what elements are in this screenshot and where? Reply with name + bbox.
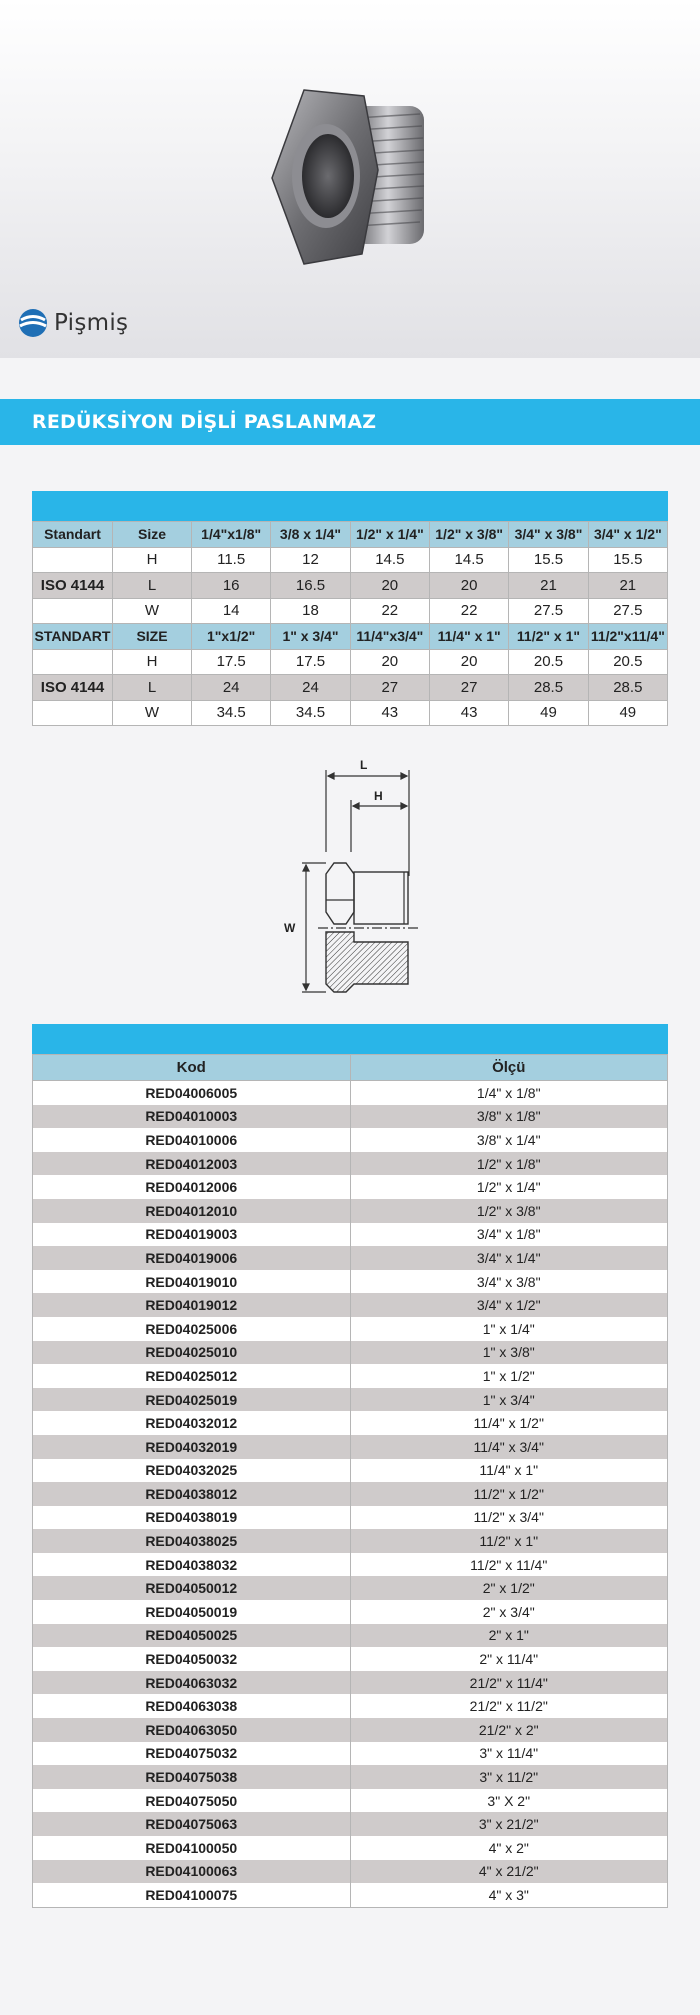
product-code: RED04032012 [33, 1411, 351, 1435]
product-size: 11/4" x 1" [350, 1459, 668, 1483]
product-size: 11/4" x 3/4" [350, 1435, 668, 1459]
dimension-label: W [113, 598, 192, 624]
product-code: RED04012003 [33, 1152, 351, 1176]
product-code: RED04025006 [33, 1317, 351, 1341]
empty-cell [33, 598, 113, 624]
product-code: RED04075038 [33, 1765, 351, 1789]
value-cell: 16.5 [271, 573, 350, 599]
header-cell: 1" x 3/4" [271, 624, 350, 650]
product-size: 11/2" x 1" [350, 1529, 668, 1553]
product-code: RED04100050 [33, 1836, 351, 1860]
value-cell: 16 [192, 573, 271, 599]
product-code: RED04050012 [33, 1576, 351, 1600]
product-size: 2" x 3/4" [350, 1600, 668, 1624]
codes-table-band [32, 1024, 668, 1054]
product-size: 11/2" x 11/4" [350, 1553, 668, 1577]
product-code: RED04063032 [33, 1671, 351, 1695]
product-code: RED04032019 [33, 1435, 351, 1459]
product-size: 1/4" x 1/8" [350, 1081, 668, 1105]
header-cell: Size [113, 522, 192, 548]
header-cell: SIZE [113, 624, 192, 650]
table-row [33, 1223, 668, 1247]
product-code: RED04006005 [33, 1081, 351, 1105]
value-cell: 20.5 [509, 649, 588, 675]
codes-table-body [33, 1081, 668, 1908]
value-cell: 24 [192, 675, 271, 701]
table-row [33, 1694, 668, 1718]
header-cell: Standart [33, 522, 113, 548]
table-row [33, 1175, 668, 1199]
table-row [33, 1388, 668, 1412]
table-row [33, 1718, 668, 1742]
value-cell: 20 [350, 573, 429, 599]
standard-cell: ISO 4144 [33, 675, 113, 701]
table-row [33, 1152, 668, 1176]
value-cell: 49 [509, 700, 588, 726]
product-code: RED04100075 [33, 1883, 351, 1907]
product-code: RED04025019 [33, 1388, 351, 1412]
value-cell: 12 [271, 547, 350, 573]
product-size: 21/2" x 2" [350, 1718, 668, 1742]
table-row [33, 1789, 668, 1813]
table-row [33, 1482, 668, 1506]
header-cell: 1/2" x 1/4" [350, 522, 429, 548]
standard-cell: ISO 4144 [33, 573, 113, 599]
value-cell: 14 [192, 598, 271, 624]
header-cell: 11/2" x 1" [509, 624, 588, 650]
value-cell: 22 [350, 598, 429, 624]
product-code: RED04063038 [33, 1694, 351, 1718]
header-cell: 11/4"x3/4" [350, 624, 429, 650]
table-row [33, 1576, 668, 1600]
product-title: REDÜKSİYON DİŞLİ PASLANMAZ [0, 399, 700, 445]
product-code: RED04038032 [33, 1553, 351, 1577]
table-row [33, 1765, 668, 1789]
product-size: 3/4" x 3/8" [350, 1270, 668, 1294]
hero-banner [0, 0, 700, 358]
product-code: RED04075063 [33, 1812, 351, 1836]
product-size: 2" x 1/2" [350, 1576, 668, 1600]
table-row [33, 1671, 668, 1695]
product-code: RED04010006 [33, 1128, 351, 1152]
product-size: 1" x 3/4" [350, 1388, 668, 1412]
product-size: 1" x 1/2" [350, 1364, 668, 1388]
value-cell: 17.5 [192, 649, 271, 675]
product-size: 3" x 11/2" [350, 1765, 668, 1789]
value-cell: 28.5 [509, 675, 588, 701]
product-code: RED04019003 [33, 1223, 351, 1247]
product-code: RED04075032 [33, 1742, 351, 1766]
product-code: RED04038012 [33, 1482, 351, 1506]
header-cell: 11/2"x11/4" [588, 624, 667, 650]
value-cell: 20.5 [588, 649, 667, 675]
value-cell: 20 [429, 573, 508, 599]
header-kod: Kod [33, 1055, 351, 1081]
product-code: RED04019012 [33, 1293, 351, 1317]
empty-cell [33, 547, 113, 573]
dimension-label: H [113, 649, 192, 675]
dimension-label: W [113, 700, 192, 726]
codes-header-row [33, 1055, 668, 1081]
product-size: 3/4" x 1/4" [350, 1246, 668, 1270]
label-l: L [360, 758, 368, 772]
table-row [33, 1553, 668, 1577]
value-cell: 24 [271, 675, 350, 701]
product-size: 3/4" x 1/8" [350, 1223, 668, 1247]
value-cell: 27 [350, 675, 429, 701]
product-code: RED04038019 [33, 1506, 351, 1530]
table-row [33, 1293, 668, 1317]
table-row [33, 1624, 668, 1648]
label-w: W [284, 921, 296, 935]
header-cell: STANDART [33, 624, 113, 650]
table-row [33, 1246, 668, 1270]
header-cell: 11/4" x 1" [429, 624, 508, 650]
value-cell: 43 [350, 700, 429, 726]
product-size: 1" x 3/8" [350, 1341, 668, 1365]
table-row [33, 1270, 668, 1294]
dimensions-header-row [33, 624, 668, 650]
table-row [33, 1647, 668, 1671]
product-size: 3/4" x 1/2" [350, 1293, 668, 1317]
table-row [33, 1529, 668, 1553]
header-cell: 1"x1/2" [192, 624, 271, 650]
dimensions-header-row [33, 522, 668, 548]
product-size: 3" X 2" [350, 1789, 668, 1813]
table-row [33, 1506, 668, 1530]
table-row [33, 598, 668, 624]
header-cell: 1/4"x1/8" [192, 522, 271, 548]
product-code: RED04012006 [33, 1175, 351, 1199]
product-size: 1/2" x 1/8" [350, 1152, 668, 1176]
brand-logo[interactable] [18, 308, 128, 338]
table-row [33, 1317, 668, 1341]
value-cell: 17.5 [271, 649, 350, 675]
table-row [33, 1199, 668, 1223]
product-code: RED04025012 [33, 1364, 351, 1388]
dimension-label: H [113, 547, 192, 573]
product-code: RED04050019 [33, 1600, 351, 1624]
table-row [33, 1341, 668, 1365]
value-cell: 49 [588, 700, 667, 726]
product-code: RED04050032 [33, 1647, 351, 1671]
product-code: RED04032025 [33, 1459, 351, 1483]
brand-name: Pişmiş [54, 310, 129, 336]
value-cell: 27 [429, 675, 508, 701]
table-row [33, 1364, 668, 1388]
product-size: 1" x 1/4" [350, 1317, 668, 1341]
product-size: 3/8" x 1/4" [350, 1128, 668, 1152]
dimensions-table [32, 521, 668, 726]
product-size: 4" x 21/2" [350, 1860, 668, 1884]
value-cell: 34.5 [192, 700, 271, 726]
header-olcu: Ölçü [350, 1055, 668, 1081]
product-code: RED04012010 [33, 1199, 351, 1223]
table-row [33, 1081, 668, 1105]
table-row [33, 1812, 668, 1836]
header-cell: 3/4" x 3/8" [509, 522, 588, 548]
value-cell: 22 [429, 598, 508, 624]
value-cell: 15.5 [509, 547, 588, 573]
product-code: RED04063050 [33, 1718, 351, 1742]
product-size: 11/4" x 1/2" [350, 1411, 668, 1435]
dimension-label: L [113, 675, 192, 701]
table-row [33, 700, 668, 726]
value-cell: 18 [271, 598, 350, 624]
product-size: 11/2" x 1/2" [350, 1482, 668, 1506]
product-code: RED04025010 [33, 1341, 351, 1365]
table-row [33, 1860, 668, 1884]
product-size: 2" x 11/4" [350, 1647, 668, 1671]
value-cell: 28.5 [588, 675, 667, 701]
product-size: 4" x 3" [350, 1883, 668, 1907]
value-cell: 20 [350, 649, 429, 675]
pismis-logo-icon [18, 308, 48, 338]
label-h: H [374, 789, 383, 803]
value-cell: 14.5 [350, 547, 429, 573]
table-row [33, 547, 668, 573]
product-size: 21/2" x 11/2" [350, 1694, 668, 1718]
value-cell: 34.5 [271, 700, 350, 726]
product-code: RED04100063 [33, 1860, 351, 1884]
table-row [33, 1600, 668, 1624]
header-cell: 3/8 x 1/4" [271, 522, 350, 548]
table-row [33, 573, 668, 599]
value-cell: 15.5 [588, 547, 667, 573]
product-size: 2" x 1" [350, 1624, 668, 1648]
product-size: 21/2" x 11/4" [350, 1671, 668, 1695]
dimension-label: L [113, 573, 192, 599]
product-size: 1/2" x 1/4" [350, 1175, 668, 1199]
table-row [33, 1105, 668, 1129]
table-row [33, 1836, 668, 1860]
value-cell: 20 [429, 649, 508, 675]
product-code: RED04038025 [33, 1529, 351, 1553]
dimensions-table-band [32, 491, 668, 521]
table-row [33, 1742, 668, 1766]
table-row [33, 1128, 668, 1152]
hex-reducer-bushing-photo [260, 78, 440, 278]
table-row [33, 1459, 668, 1483]
product-code: RED04010003 [33, 1105, 351, 1129]
empty-cell [33, 649, 113, 675]
header-cell: 3/4" x 1/2" [588, 522, 667, 548]
value-cell: 43 [429, 700, 508, 726]
product-code: RED04075050 [33, 1789, 351, 1813]
value-cell: 27.5 [509, 598, 588, 624]
reducer-cross-section-diagram [278, 756, 428, 1004]
table-row [33, 1411, 668, 1435]
value-cell: 21 [509, 573, 588, 599]
product-size: 11/2" x 3/4" [350, 1506, 668, 1530]
product-size: 4" x 2" [350, 1836, 668, 1860]
product-size: 1/2" x 3/8" [350, 1199, 668, 1223]
table-row [33, 1883, 668, 1907]
product-code: RED04019006 [33, 1246, 351, 1270]
product-size: 3/8" x 1/8" [350, 1105, 668, 1129]
product-codes-table [32, 1054, 668, 1908]
product-code: RED04019010 [33, 1270, 351, 1294]
value-cell: 21 [588, 573, 667, 599]
table-row [33, 675, 668, 701]
empty-cell [33, 700, 113, 726]
value-cell: 11.5 [192, 547, 271, 573]
value-cell: 27.5 [588, 598, 667, 624]
header-cell: 1/2" x 3/8" [429, 522, 508, 548]
value-cell: 14.5 [429, 547, 508, 573]
product-size: 3" x 11/4" [350, 1742, 668, 1766]
product-size: 3" x 21/2" [350, 1812, 668, 1836]
table-row [33, 1435, 668, 1459]
table-row [33, 649, 668, 675]
product-code: RED04050025 [33, 1624, 351, 1648]
